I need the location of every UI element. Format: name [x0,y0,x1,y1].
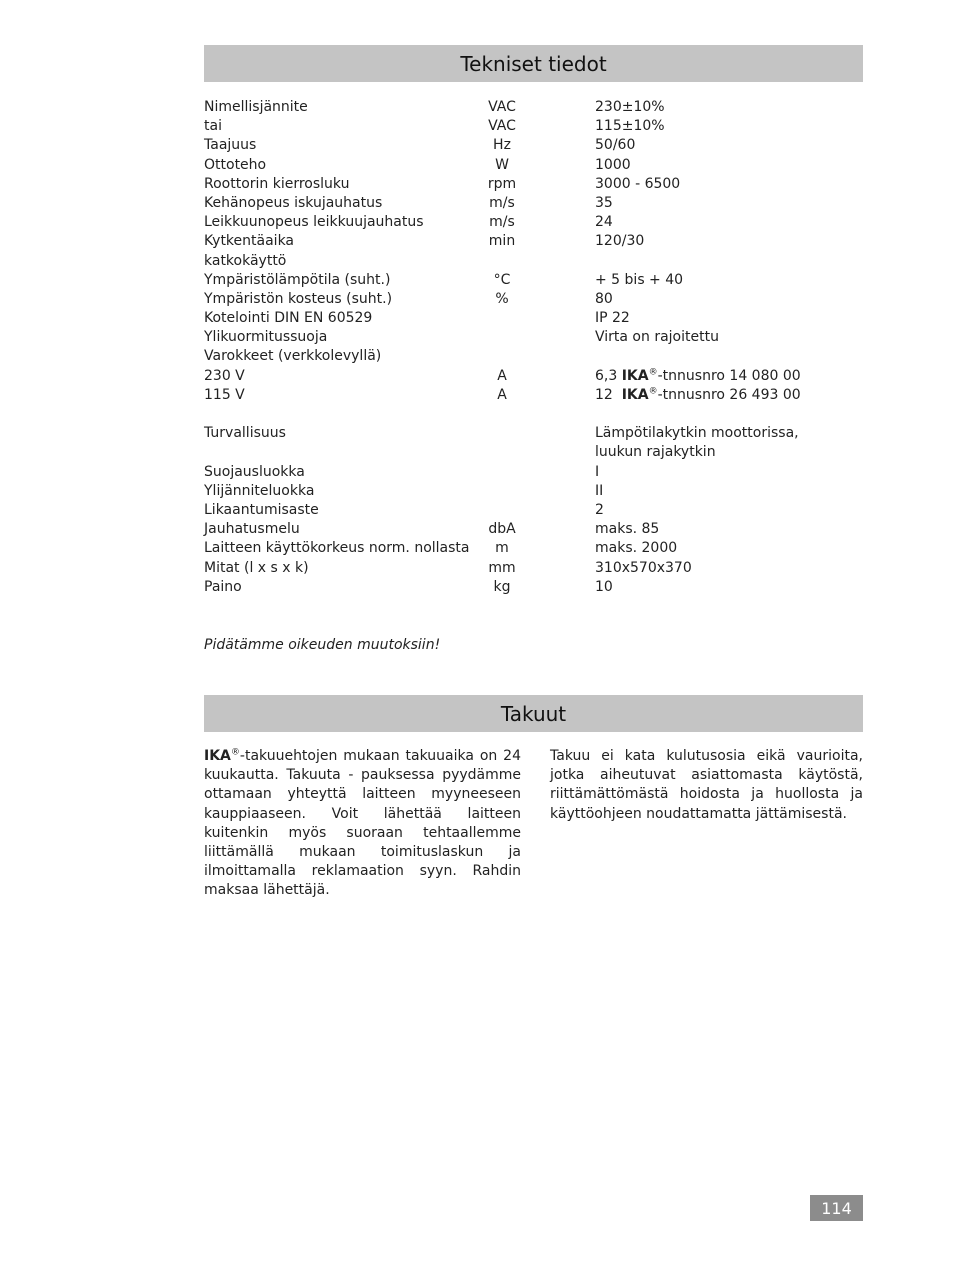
spec-row [204,175,863,194]
spec-value-suffix: -tnnusnro 14 080 00 [657,367,801,384]
spec-row [204,347,863,366]
spec-label: katkokäyttö [204,252,287,269]
spec-label: Kytkentäaika [204,233,295,250]
spec-row [204,443,863,462]
spec-unit: VAC [488,118,516,135]
spec-row [204,539,863,558]
page-number: 114 [810,1195,863,1221]
spec-unit: m/s [489,194,515,211]
spec-value: 10 [595,578,613,595]
spec-value-prefix: 12 [595,386,622,403]
spec-value: Virta on rajoitettu [595,329,719,346]
spec-row [204,309,863,328]
spec-row [204,98,863,117]
spec-value [595,386,801,405]
spec-row [204,482,863,501]
spec-row [204,117,863,136]
spec-value-prefix: 6,3 [595,367,622,384]
spec-value: 310x570x370 [595,559,692,576]
spec-row [204,501,863,520]
spec-label: Suojausluokka [204,463,305,480]
spec-value: 1000 [595,156,631,173]
spec-label: Ylikuormitussuoja [204,329,328,346]
warranty-text-left: -takuuehtojen mukaan takuuaika on 24 kuukautta. Takuuta - pauksessa pyydämme ottamaan yhteyttä laitteen myyneeseen kauppiaaseen. Voit lähettää laitteen kuitenkin myös suoraan tehtaallemme liittämällä mukaan toimituslaskun ja ilmoittamalla reklamaation syyn. Rahdin maksaa lähettäjä. [204,748,521,899]
spec-unit: W [495,156,509,173]
spec-label: Paino [204,578,242,595]
section-header-technical-data [204,45,863,82]
spec-value: IP 22 [595,310,630,327]
spec-row [204,194,863,213]
spec-value: maks. 85 [595,521,660,538]
brand-name: IKA [621,367,649,384]
spec-value: 24 [595,214,613,231]
spec-label: Roottorin kierrosluku [204,175,350,192]
spec-label: Turvallisuus [204,425,286,442]
spec-value: 230±10% [595,99,665,115]
spec-row [204,405,863,424]
spec-row [204,328,863,347]
specs-table [204,98,863,597]
spec-row [204,463,863,482]
warranty-paragraph-right: Takuu ei kata kulutusosia eikä vaurioita, jotka aiheutuvat asiattomasta käytöstä, riittämättömästä hoidosta ja huollosta ja käyttöohjeen noudattamatta jättämisestä. [550,748,863,822]
spec-value: maks. 2000 [595,540,678,557]
spec-label: Kehänopeus iskujauhatus [204,194,383,211]
spec-label: Taajuus [204,137,257,154]
spec-label: Ympäristön kosteus (suht.) [204,290,393,307]
spec-label: Mitat (l x s x k) [204,559,309,576]
spec-value: 2 [595,501,604,518]
spec-row [204,290,863,309]
spec-unit: m [495,540,509,557]
spec-row [204,367,863,386]
spec-label: 115 V [204,386,245,403]
warranty-right-column [550,747,863,824]
spec-row [204,578,863,597]
spec-value: 3000 - 6500 [595,175,681,192]
spec-unit: A [497,367,507,384]
spec-label: Laitteen käyttökorkeus norm. nollasta [204,540,470,557]
spec-label: tai [204,118,222,135]
spec-value: + 5 bis + 40 [595,271,684,288]
spec-value: 80 [595,290,613,307]
spec-row [204,559,863,578]
spec-row [204,520,863,539]
spec-unit: dbA [488,521,516,538]
spec-label: Likaantumisaste [204,501,319,518]
spec-unit: °C [493,271,511,288]
spec-value-suffix: -tnnusnro 26 493 00 [657,386,801,403]
spec-unit: kg [493,578,511,595]
spec-label: Jauhatusmelu [204,521,300,538]
disclaimer-note: Pidätämme oikeuden muutoksiin! [204,637,441,653]
spec-row [204,424,863,443]
spec-unit: A [497,386,507,403]
spec-value [595,367,801,386]
spec-label: Ympäristölämpötila (suht.) [204,271,391,288]
spec-label: Kotelointi DIN EN 60529 [204,310,373,327]
spec-value: luukun rajakytkin [595,444,716,461]
spec-value: 120/30 [595,233,645,250]
spec-value: II [595,482,604,499]
brand-name: IKA [204,748,231,764]
spec-unit: Hz [493,137,511,154]
spec-row [204,386,863,405]
spec-value: 35 [595,194,613,211]
spec-label: Nimellisjännite [204,99,308,115]
spec-label: 230 V [204,367,245,384]
registered-mark: ® [230,747,240,758]
warranty-left-column [204,747,521,901]
section-title: Tekniset tiedot [460,51,607,76]
spec-value: 50/60 [595,137,636,154]
section-title: Takuut [500,701,567,726]
spec-row [204,156,863,175]
spec-unit: % [495,290,509,307]
spec-row [204,213,863,232]
registered-mark: ® [648,386,658,397]
spec-row [204,232,863,251]
spec-row [204,136,863,155]
spec-row [204,252,863,271]
spec-label: Varokkeet (verkkolevyllä) [204,348,382,365]
registered-mark: ® [648,366,658,377]
spec-value: I [595,463,600,480]
spec-label: Ylijänniteluokka [204,482,315,499]
spec-value: Lämpötilakytkin moottorissa, [595,425,799,442]
spec-label: Ottoteho [204,156,267,173]
spec-value: 115±10% [595,118,665,135]
spec-label: Leikkuunopeus leikkuujauhatus [204,214,424,231]
spec-unit: VAC [488,99,516,115]
spec-unit: rpm [487,175,517,192]
spec-row [204,271,863,290]
spec-unit: min [488,233,516,250]
spec-unit: m/s [489,214,515,231]
brand-name: IKA [621,386,649,403]
section-header-warranty [204,695,863,732]
warranty-paragraph-left [204,747,521,901]
spec-unit: mm [488,559,516,576]
